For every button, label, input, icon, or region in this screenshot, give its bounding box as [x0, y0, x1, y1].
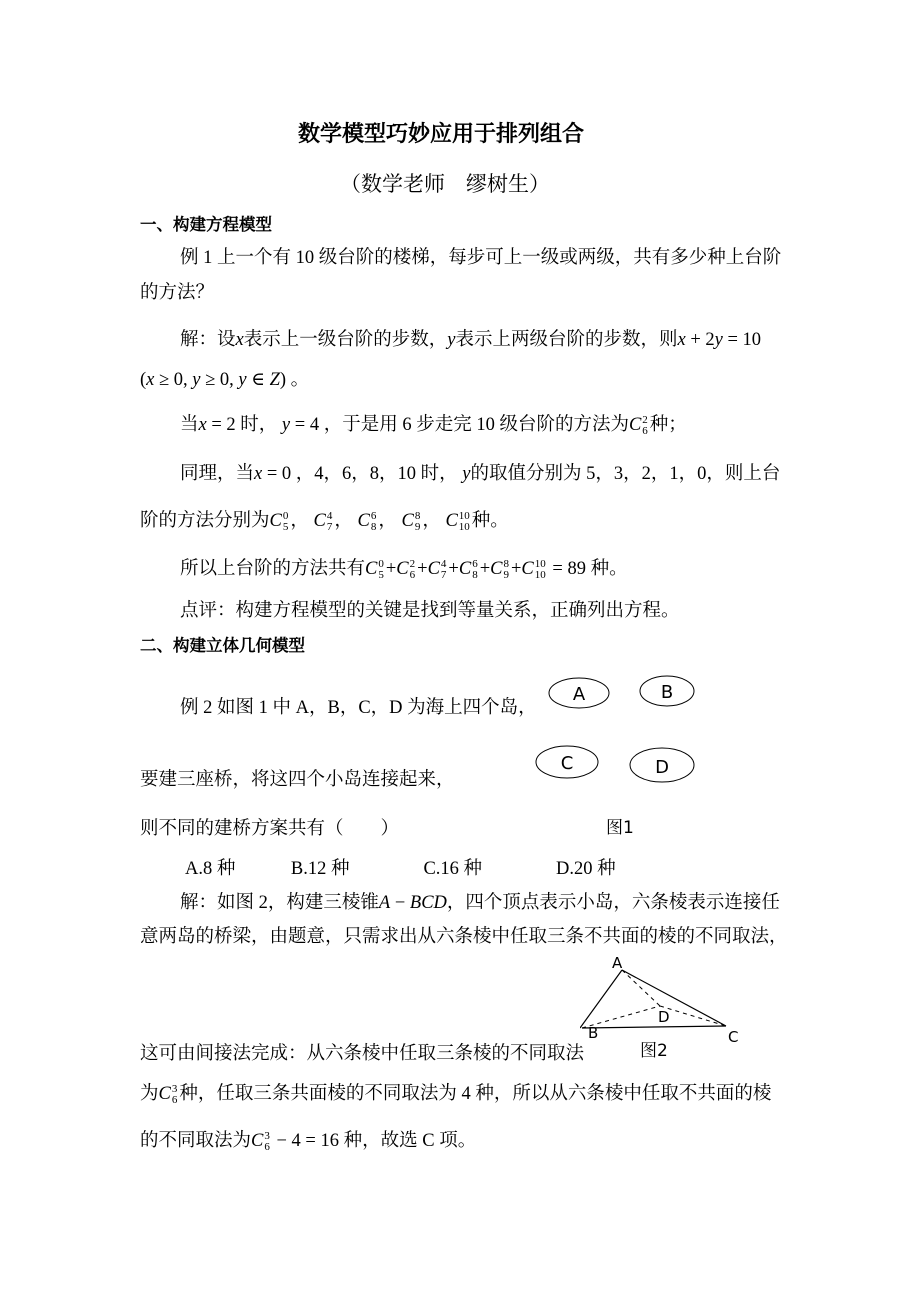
comb-n: 5	[378, 568, 384, 581]
paragraph-line	[140, 925, 788, 949]
comb-n: 6	[171, 1093, 178, 1106]
comb-k: 2	[642, 413, 648, 426]
island-label-b: B	[660, 682, 674, 703]
comb-n: 6	[264, 1140, 270, 1153]
text-run: = 10	[722, 330, 762, 350]
island-label-d: D	[655, 757, 669, 778]
combination: C 10 10	[521, 557, 546, 581]
math-variable: y	[238, 370, 247, 390]
island-label-c: C	[560, 753, 574, 774]
text-run: 表示上一级台阶的步数，	[243, 330, 448, 350]
vertex-label-a: A	[612, 954, 623, 972]
paragraph-line	[140, 1042, 584, 1066]
text-run: 的方法？	[140, 283, 215, 303]
paragraph-line	[180, 891, 780, 915]
combination: C 8 9	[490, 557, 509, 581]
figure-1-caption: 图1	[606, 818, 634, 838]
comb-n: 7	[440, 568, 447, 581]
text-run: 这可由间接法完成：从六条棱中任取三条棱的不同取法	[140, 1044, 585, 1064]
combination: C 2 6	[628, 413, 648, 437]
text-run: +	[510, 559, 522, 579]
paragraph-line	[180, 462, 780, 486]
vertex-label-d: D	[658, 1008, 670, 1026]
comb-n: 5	[282, 520, 289, 533]
combination: C 6 8	[458, 557, 478, 581]
comb-k: 0	[282, 509, 289, 522]
math-variable: y	[447, 330, 456, 350]
text-run: ，	[378, 511, 402, 531]
text-run: ≥ 0,	[200, 370, 239, 390]
text-run: +	[479, 559, 491, 579]
paragraph-line	[140, 817, 399, 841]
paragraph-line	[140, 768, 455, 792]
text-run: 则不同的建桥方案共有（ ）	[140, 819, 400, 839]
text-run: 要建三座桥，将这四个小岛连接起来，	[140, 770, 455, 790]
text-run: 同理，当	[180, 464, 255, 484]
paragraph-line	[180, 557, 628, 581]
text-run: 的不同取法为	[140, 1131, 252, 1151]
text-run: 例 1 上一个有 10 级台阶的楼梯，每步可上一级或两级，共有多少种上台阶	[180, 248, 782, 268]
comb-k: 4	[326, 509, 333, 522]
math-variable: BCD	[409, 893, 447, 913]
math-variable: x	[254, 464, 263, 484]
comb-k: 0	[378, 557, 384, 570]
math-variable: y	[462, 464, 471, 484]
text-run: = 89 种。	[547, 559, 628, 579]
paragraph-line	[140, 368, 309, 392]
section-heading-2: 二、构建立体几何模型	[140, 636, 305, 655]
text-run: 种；	[649, 415, 687, 435]
text-run: = 0 ，4，6，8，10 时，	[262, 464, 463, 484]
math-variable: x	[677, 330, 686, 350]
comb-k: 8	[414, 509, 421, 522]
text-run: + 2	[685, 330, 715, 350]
text-run: ∈	[246, 370, 270, 390]
comb-k: 3	[171, 1082, 178, 1095]
paragraph-line	[140, 281, 214, 305]
comb-n: 7	[326, 520, 333, 533]
text-run: 解：如图 2，构建三棱锥	[180, 893, 379, 913]
author-line: （数学老师 缪树生）	[340, 172, 550, 196]
text-run: 的取值分别为 5，3，2，1，0，则上台	[470, 464, 781, 484]
math-variable: A	[378, 893, 391, 913]
island-label-a: A	[572, 684, 586, 705]
paragraph-line	[180, 328, 761, 352]
vertex-label-c: C	[728, 1028, 739, 1046]
combination: C 4 7	[313, 509, 333, 533]
math-variable: x	[198, 415, 207, 435]
text-run: 为	[140, 1084, 159, 1104]
text-run: +	[417, 559, 428, 579]
combination: C 10 10	[445, 509, 470, 533]
math-variable: x	[146, 370, 155, 390]
comb-n: 10	[534, 568, 546, 581]
combination: C 8 9	[401, 509, 421, 533]
combination: C 0 5	[365, 557, 384, 581]
comb-k: 3	[264, 1129, 270, 1142]
comb-n: 9	[503, 568, 509, 581]
combination: C 3 6	[251, 1129, 270, 1153]
comb-k: 10	[458, 509, 470, 522]
text-run: 点评：构建方程模型的关键是找到等量关系，正确列出方程。	[180, 601, 680, 621]
text-run: 种，任取三条共面棱的不同取法为 4 种，所以从六条棱中任取不共面的棱	[179, 1084, 772, 1104]
comb-n: 6	[642, 424, 648, 437]
comb-k: 10	[534, 557, 546, 570]
text-run: 意两岛的桥梁，由题意，只需求出从六条棱中任取三条不共面的棱的不同取法，	[140, 927, 788, 947]
figure-2-caption: 图2	[640, 1041, 668, 1061]
paragraph-line	[140, 509, 509, 533]
comb-n: 8	[472, 568, 478, 581]
comb-k: 6	[472, 557, 478, 570]
text-run: ，	[334, 511, 358, 531]
vertex-label-b: B	[588, 1024, 599, 1042]
comb-n: 8	[370, 520, 377, 533]
text-run: ≥ 0,	[154, 370, 193, 390]
paragraph-line	[140, 1129, 476, 1153]
text-run: ，四个顶点表示小岛，六条棱表示连接任	[446, 893, 780, 913]
comb-n: 9	[414, 520, 421, 533]
figure-2-tetrahedron	[580, 950, 750, 1065]
text-run: 例 2 如图 1 中 A，B，C，D 为海上四个岛，	[180, 698, 537, 718]
math-variable: y	[192, 370, 201, 390]
paragraph-line	[180, 413, 687, 437]
text-run: +	[448, 559, 459, 579]
text-run: 种。	[471, 511, 509, 531]
text-run: ) 。	[279, 370, 310, 390]
math-variable: y	[281, 415, 291, 435]
text-run: ，	[290, 511, 314, 531]
page-title: 数学模型巧妙应用于排列组合	[298, 122, 585, 147]
math-variable: x	[235, 330, 244, 350]
math-variable: y	[714, 330, 723, 350]
comb-k: 6	[370, 509, 377, 522]
text-run: 所以上台阶的方法共有	[180, 559, 366, 579]
figure-1-islands	[530, 670, 710, 840]
text-run: = 2 时，	[206, 415, 282, 435]
math-variable: Z	[269, 370, 280, 390]
combination: C 3 6	[158, 1082, 178, 1106]
paragraph-line	[180, 246, 781, 270]
paragraph-line	[185, 857, 616, 881]
comb-k: 2	[409, 557, 416, 570]
text-run: − 4 = 16 种，故选 C 项。	[271, 1131, 477, 1151]
combination: C 4 7	[427, 557, 447, 581]
comb-k: 8	[503, 557, 509, 570]
text-run: (	[140, 370, 147, 390]
combination: C 0 5	[269, 509, 289, 533]
section-heading-1: 一、构建方程模型	[140, 215, 272, 234]
comb-n: 6	[409, 568, 416, 581]
paragraph-line	[180, 696, 537, 720]
text-run: = 4 ，于是用 6 步走完 10 级台阶的方法为	[290, 415, 629, 435]
text-run: +	[385, 559, 397, 579]
text-run: −	[390, 893, 410, 913]
paragraph-line	[140, 1082, 771, 1106]
paragraph-line	[180, 599, 680, 623]
comb-k: 4	[440, 557, 447, 570]
comb-n: 10	[458, 520, 470, 533]
text-run: 当	[180, 415, 199, 435]
text-run: A.8 种 B.12 种 C.16 种 D.20 种	[185, 859, 616, 879]
text-run: 解：设	[180, 330, 236, 350]
text-run: 阶的方法分别为	[140, 511, 270, 531]
combination: C 6 8	[357, 509, 377, 533]
text-run: 表示上两级台阶的步数，则	[455, 330, 678, 350]
text-run: ，	[422, 511, 446, 531]
combination: C 2 6	[396, 557, 416, 581]
